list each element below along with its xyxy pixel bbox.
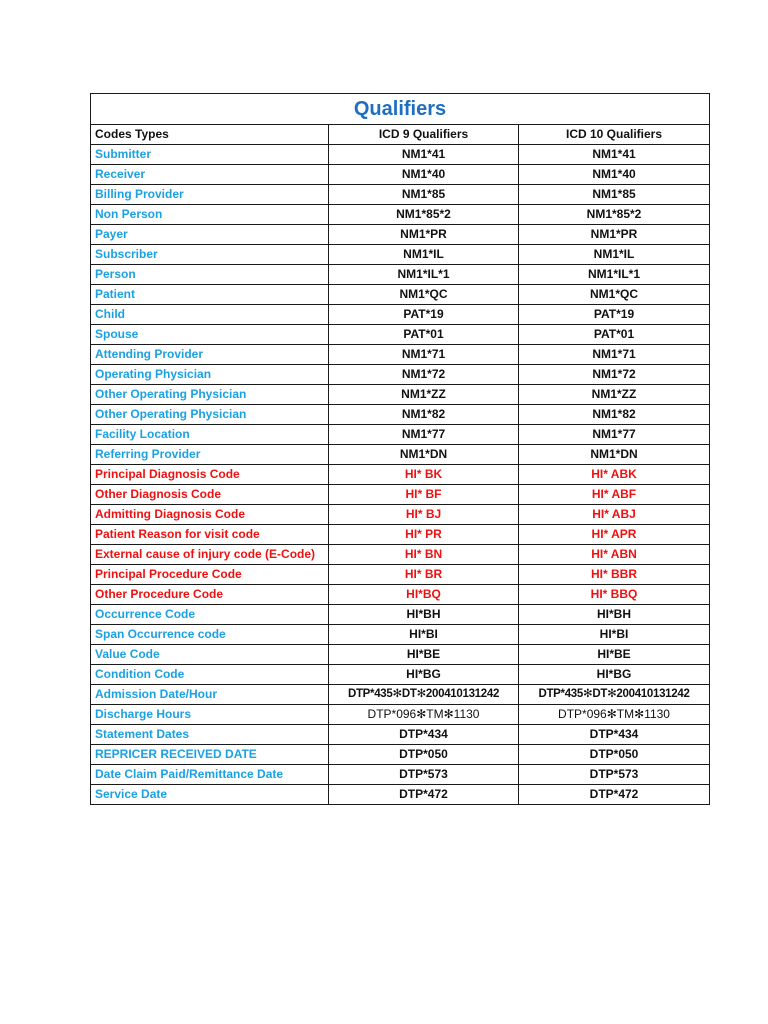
icd9-value: NM1*77 <box>329 425 519 445</box>
icd9-value: NM1*QC <box>329 285 519 305</box>
table-row <box>91 445 710 465</box>
row-label: Principal Diagnosis Code <box>91 465 329 485</box>
icd10-value: DTP*472 <box>519 785 710 805</box>
table-row <box>91 385 710 405</box>
icd9-value: NM1*85*2 <box>329 205 519 225</box>
table-row <box>91 265 710 285</box>
title-row <box>91 94 710 125</box>
row-label: Other Procedure Code <box>91 585 329 605</box>
icd9-value: NM1*ZZ <box>329 385 519 405</box>
icd9-value: PAT*01 <box>329 325 519 345</box>
icd10-value: NM1*40 <box>519 165 710 185</box>
header-codes-types: Codes Types <box>91 125 329 145</box>
row-label: Facility Location <box>91 425 329 445</box>
icd9-value: DTP*472 <box>329 785 519 805</box>
table-row <box>91 765 710 785</box>
icd10-value: NM1*85 <box>519 185 710 205</box>
icd10-value: PAT*01 <box>519 325 710 345</box>
icd10-value: NM1*IL <box>519 245 710 265</box>
icd10-value: HI*BI <box>519 625 710 645</box>
icd9-value: NM1*IL <box>329 245 519 265</box>
icd10-value: HI*BE <box>519 645 710 665</box>
icd9-value: NM1*71 <box>329 345 519 365</box>
table-row <box>91 585 710 605</box>
icd9-value: NM1*41 <box>329 145 519 165</box>
icd9-value: DTP*050 <box>329 745 519 765</box>
row-label: Value Code <box>91 645 329 665</box>
table-row <box>91 785 710 805</box>
row-label: REPRICER RECEIVED DATE <box>91 745 329 765</box>
table-row <box>91 185 710 205</box>
icd9-value: HI* PR <box>329 525 519 545</box>
icd9-value: HI* BF <box>329 485 519 505</box>
table-row <box>91 705 710 725</box>
row-label: Other Operating Physician <box>91 405 329 425</box>
icd9-value: PAT*19 <box>329 305 519 325</box>
row-label: Operating Physician <box>91 365 329 385</box>
row-label: Child <box>91 305 329 325</box>
icd9-value: HI* BN <box>329 545 519 565</box>
table-row <box>91 305 710 325</box>
row-label: External cause of injury code (E-Code) <box>91 545 329 565</box>
table-row <box>91 605 710 625</box>
icd9-value: HI* BK <box>329 465 519 485</box>
qualifiers-sheet <box>90 93 709 805</box>
table-row <box>91 545 710 565</box>
icd10-value: NM1*71 <box>519 345 710 365</box>
icd9-value: NM1*85 <box>329 185 519 205</box>
icd10-value: NM1*41 <box>519 145 710 165</box>
icd10-value: HI*BH <box>519 605 710 625</box>
icd10-value: DTP*434 <box>519 725 710 745</box>
icd10-value: DTP*435✻DT✻200410131242 <box>519 685 710 705</box>
icd9-value: HI*BH <box>329 605 519 625</box>
table-row <box>91 645 710 665</box>
icd9-value: NM1*40 <box>329 165 519 185</box>
row-label: Patient <box>91 285 329 305</box>
table-row <box>91 145 710 165</box>
row-label: Span Occurrence code <box>91 625 329 645</box>
table-row <box>91 465 710 485</box>
icd10-value: NM1*77 <box>519 425 710 445</box>
table-row <box>91 525 710 545</box>
icd10-value: DTP*573 <box>519 765 710 785</box>
table-row <box>91 165 710 185</box>
row-label: Receiver <box>91 165 329 185</box>
table-row <box>91 225 710 245</box>
icd10-value: HI* BBQ <box>519 585 710 605</box>
header-row <box>91 125 710 145</box>
table-row <box>91 625 710 645</box>
table-row <box>91 505 710 525</box>
icd10-value: HI* BBR <box>519 565 710 585</box>
icd10-value: NM1*QC <box>519 285 710 305</box>
row-label: Billing Provider <box>91 185 329 205</box>
row-label: Attending Provider <box>91 345 329 365</box>
row-label: Other Operating Physician <box>91 385 329 405</box>
table-row <box>91 365 710 385</box>
icd10-value: DTP*096✻TM✻1130 <box>519 705 710 725</box>
header-icd10: ICD 10 Qualifiers <box>519 125 710 145</box>
icd9-value: HI*BE <box>329 645 519 665</box>
icd10-value: NM1*82 <box>519 405 710 425</box>
row-label: Service Date <box>91 785 329 805</box>
row-label: Condition Code <box>91 665 329 685</box>
row-label: Statement Dates <box>91 725 329 745</box>
table-row <box>91 205 710 225</box>
icd10-value: NM1*72 <box>519 365 710 385</box>
icd9-value: DTP*434 <box>329 725 519 745</box>
icd10-value: HI* ABJ <box>519 505 710 525</box>
icd9-value: NM1*72 <box>329 365 519 385</box>
row-label: Payer <box>91 225 329 245</box>
table-row <box>91 565 710 585</box>
icd10-value: NM1*IL*1 <box>519 265 710 285</box>
row-label: Submitter <box>91 145 329 165</box>
table-row <box>91 745 710 765</box>
row-label: Patient Reason for visit code <box>91 525 329 545</box>
icd9-value: DTP*573 <box>329 765 519 785</box>
row-label: Referring Provider <box>91 445 329 465</box>
qualifiers-table <box>90 93 710 805</box>
icd9-value: DTP*096✻TM✻1130 <box>329 705 519 725</box>
table-row <box>91 725 710 745</box>
icd9-value: HI* BJ <box>329 505 519 525</box>
icd10-value: PAT*19 <box>519 305 710 325</box>
icd10-value: DTP*050 <box>519 745 710 765</box>
row-label: Discharge Hours <box>91 705 329 725</box>
row-label: Admission Date/Hour <box>91 685 329 705</box>
table-row <box>91 245 710 265</box>
row-label: Person <box>91 265 329 285</box>
icd9-value: NM1*PR <box>329 225 519 245</box>
header-icd9: ICD 9 Qualifiers <box>329 125 519 145</box>
table-row <box>91 485 710 505</box>
icd10-value: HI* ABF <box>519 485 710 505</box>
icd9-value: HI*BQ <box>329 585 519 605</box>
icd9-value: HI*BI <box>329 625 519 645</box>
icd10-value: NM1*ZZ <box>519 385 710 405</box>
icd9-value: NM1*82 <box>329 405 519 425</box>
row-label: Occurrence Code <box>91 605 329 625</box>
icd10-value: HI* ABK <box>519 465 710 485</box>
table-row <box>91 285 710 305</box>
icd10-value: NM1*85*2 <box>519 205 710 225</box>
icd10-value: HI*BG <box>519 665 710 685</box>
table-title: Qualifiers <box>91 94 710 125</box>
icd9-value: NM1*DN <box>329 445 519 465</box>
icd10-value: HI* APR <box>519 525 710 545</box>
icd10-value: NM1*DN <box>519 445 710 465</box>
row-label: Non Person <box>91 205 329 225</box>
table-row <box>91 685 710 705</box>
row-label: Admitting Diagnosis Code <box>91 505 329 525</box>
row-label: Subscriber <box>91 245 329 265</box>
table-row <box>91 665 710 685</box>
icd10-value: NM1*PR <box>519 225 710 245</box>
row-label: Date Claim Paid/Remittance Date <box>91 765 329 785</box>
icd9-value: NM1*IL*1 <box>329 265 519 285</box>
icd9-value: HI* BR <box>329 565 519 585</box>
table-row <box>91 325 710 345</box>
icd9-value: DTP*435✻DT✻200410131242 <box>329 685 519 705</box>
table-row <box>91 425 710 445</box>
table-row <box>91 345 710 365</box>
row-label: Spouse <box>91 325 329 345</box>
row-label: Principal Procedure Code <box>91 565 329 585</box>
table-row <box>91 405 710 425</box>
icd10-value: HI* ABN <box>519 545 710 565</box>
row-label: Other Diagnosis Code <box>91 485 329 505</box>
icd9-value: HI*BG <box>329 665 519 685</box>
